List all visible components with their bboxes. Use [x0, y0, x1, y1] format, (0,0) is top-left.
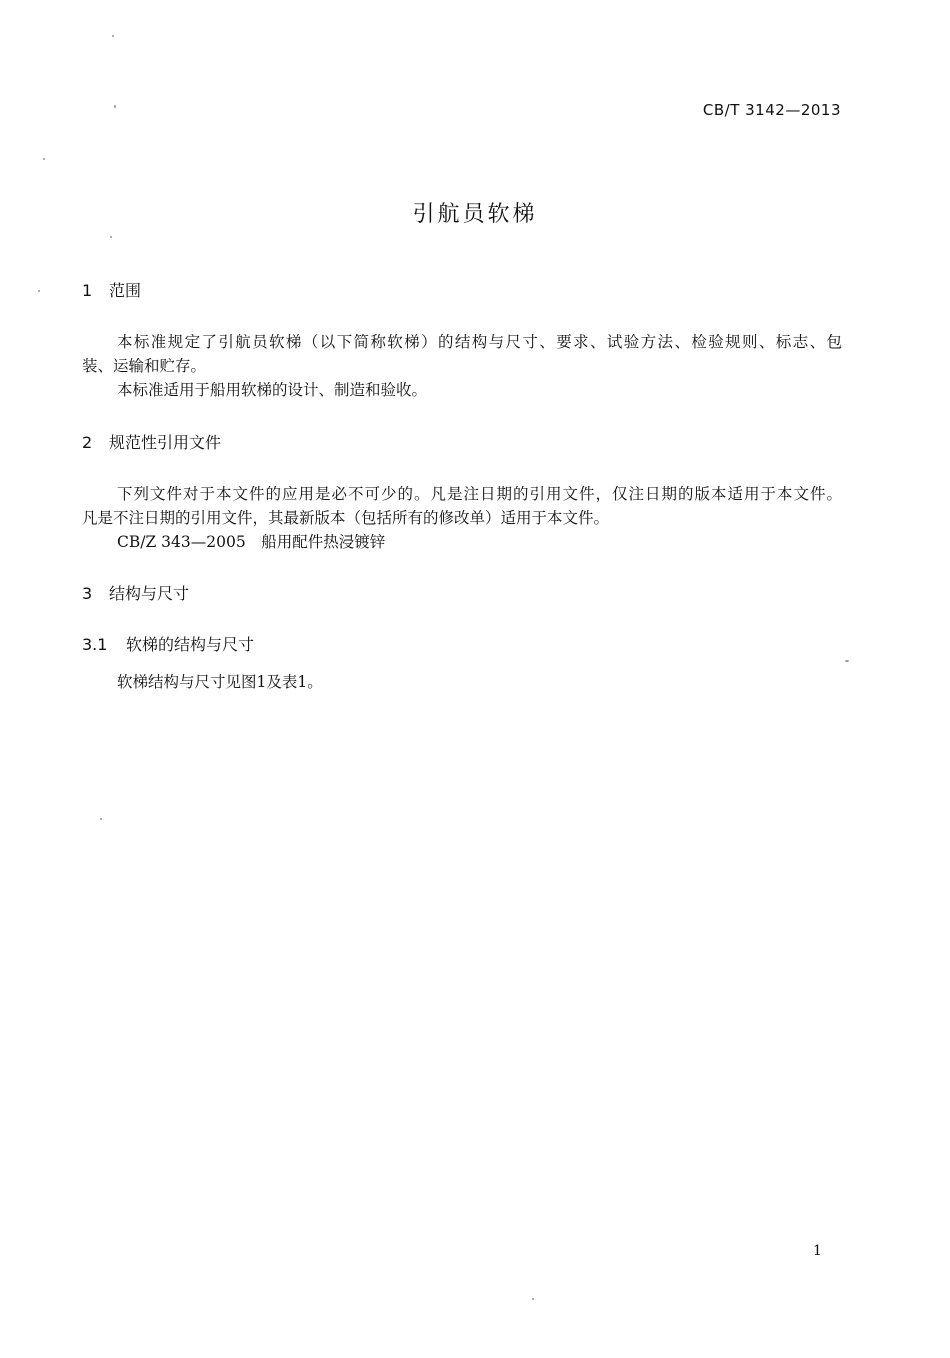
paragraph-line: 凡是不注日期的引用文件，其最新版本（包括所有的修改单）适用于本文件。 — [82, 509, 610, 527]
section-title: 规范性引用文件 — [109, 433, 222, 452]
section-heading-scope — [82, 278, 141, 301]
scan-speck — [38, 290, 40, 292]
reference-entry: CB/Z 343—2005 船用配件热浸镀锌 — [117, 533, 386, 551]
scan-speck — [845, 660, 849, 662]
section-number: 1 — [82, 281, 93, 300]
page-number: 1 — [813, 1243, 822, 1259]
section-heading-normative-references — [82, 430, 221, 453]
scan-speck — [100, 818, 102, 820]
paragraph-line: 装、运输和贮存。 — [82, 357, 207, 375]
section-title: 范围 — [109, 281, 142, 300]
section-body-normative-references — [82, 482, 842, 554]
scan-speck — [112, 35, 114, 37]
scan-speck — [532, 1298, 534, 1300]
paragraph-line: 软梯结构与尺寸见图1及表1。 — [117, 673, 323, 691]
paragraph-line: 本标准规定了引航员软梯（以下简称软梯）的结构与尺寸、要求、试验方法、检验规则、标志、包 — [117, 333, 842, 351]
subsection-title: 软梯的结构与尺寸 — [126, 635, 255, 654]
paragraph-line: 下列文件对于本文件的应用是必不可少的。凡是注日期的引用文件，仅注日期的版本适用于本文件。 — [117, 485, 842, 503]
section-title: 结构与尺寸 — [109, 584, 190, 603]
paragraph-line: 本标准适用于船用软梯的设计、制造和验收。 — [117, 381, 428, 399]
scan-speck — [43, 158, 45, 160]
section-number: 2 — [82, 433, 93, 452]
section-heading-structure-dimensions — [82, 581, 189, 604]
subsection-body-ladder-structure — [82, 670, 842, 692]
subsection-heading-ladder-structure — [82, 632, 254, 655]
section-number: 3 — [82, 584, 93, 603]
scan-speck — [110, 236, 112, 238]
document-title: 引航员软梯 — [412, 202, 538, 227]
scan-speck — [114, 105, 116, 108]
section-body-scope — [82, 330, 842, 402]
standard-code: CB/T 3142—2013 — [702, 101, 841, 119]
subsection-number: 3.1 — [82, 635, 108, 654]
